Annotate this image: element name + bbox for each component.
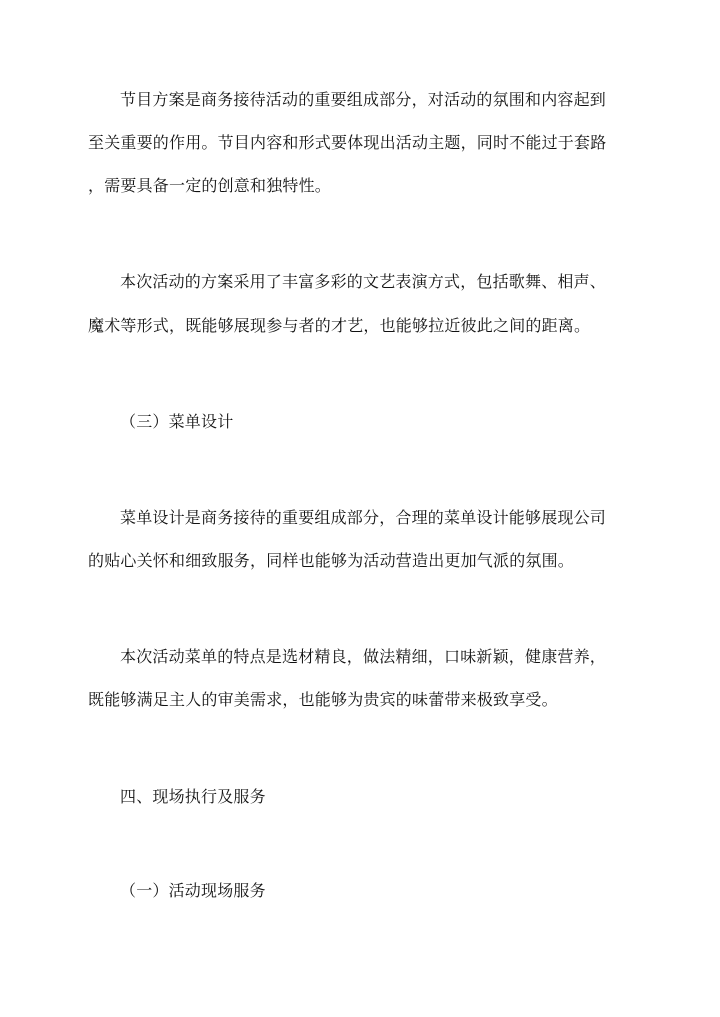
menu-detail-line-2: 既能够满足主人的审美需求，也能够为贵宾的味蕾带来极致享受。 <box>88 690 558 709</box>
program-detail-line-1: 本次活动的方案采用了丰富多彩的文艺表演方式，包括歌舞、相声、 <box>120 272 607 291</box>
menu-intro-line-1: 菜单设计是商务接待的重要组成部分，合理的菜单设计能够展现公司 <box>120 508 607 527</box>
program-intro-line-1: 节目方案是商务接待活动的重要组成部分，对活动的氛围和内容起到 <box>120 90 607 109</box>
menu-detail-line-1: 本次活动菜单的特点是选材精良，做法精细，口味新颖，健康营养， <box>120 647 607 666</box>
menu-heading: （三）菜单设计 <box>120 412 234 431</box>
menu-intro-line-2: 的贴心关怀和细致服务，同样也能够为活动营造出更加气派的氛围。 <box>88 551 575 570</box>
program-intro-line-3: ，需要具备一定的创意和独特性。 <box>88 176 332 195</box>
onsite-service-heading: （一）活动现场服务 <box>120 881 266 900</box>
section-four-heading: 四、现场执行及服务 <box>120 787 266 806</box>
program-detail-line-2: 魔术等形式，既能够展现参与者的才艺，也能够拉近彼此之间的距离。 <box>88 316 591 335</box>
program-intro-line-2: 至关重要的作用。节目内容和形式要体现出活动主题，同时不能过于套路 <box>88 133 607 152</box>
